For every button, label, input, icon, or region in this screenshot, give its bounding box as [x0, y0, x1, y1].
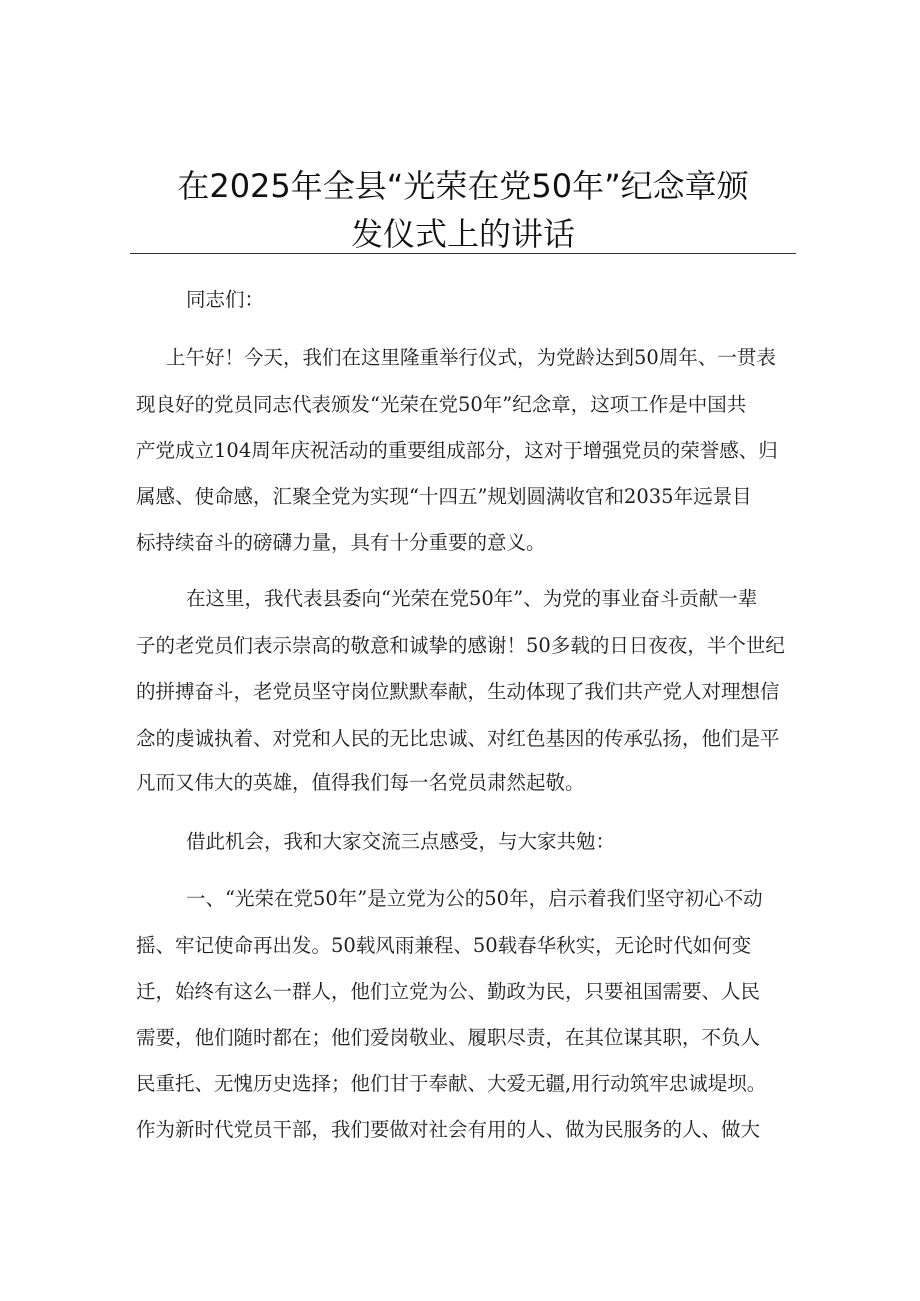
- paragraph-4-line-3: 迁，始终有这么一群人，他们立党为公、勤政为民，只要祖国需要、人民: [136, 980, 761, 1003]
- paragraph-2-line-2: 子的老党员们表示崇高的敬意和诚挚的感谢！50多载的日日夜夜，半个世纪: [136, 634, 785, 657]
- paragraph-4-line-2: 摇、牢记使命再出发。50载风雨兼程、50载春华秋实，无论时代如何变: [136, 934, 752, 957]
- document-title-line-2: 发仪式上的讲话: [350, 215, 575, 253]
- paragraph-3-line-1: 借此机会，我和大家交流三点感受，与大家共勉：: [186, 830, 616, 853]
- paragraph-1-line-5: 标持续奋斗的磅礴力量，具有十分重要的意义。: [136, 531, 546, 554]
- paragraph-1-line-4: 属感、使命感，汇聚全党为实现“十四五”规划圆满收官和2035年远景目: [136, 485, 752, 508]
- paragraph-4-line-6: 作为新时代党员干部，我们要做对社会有用的人、做为民服务的人、做大: [136, 1118, 761, 1141]
- paragraph-2-line-4: 念的虔诚执着、对党和人民的无比忠诚、对红色基因的传承弘扬，他们是平: [136, 727, 780, 750]
- document-title-line-1: 在2025年全县“光荣在党50年”纪念章颁: [177, 167, 749, 205]
- paragraph-4-line-4: 需要，他们随时都在；他们爱岗敬业、履职尽责，在其位谋其职，不负人: [136, 1026, 761, 1049]
- title-divider: [130, 253, 796, 254]
- paragraph-2-line-5: 凡而又伟大的英雄，值得我们每一名党员肃然起敬。: [136, 771, 585, 794]
- paragraph-2-line-3: 的拼搏奋斗，老党员坚守岗位默默奉献，生动体现了我们共产党人对理想信: [136, 680, 780, 703]
- paragraph-2-line-1: 在这里，我代表县委向“光荣在党50年”、为党的事业奋斗贡献一辈: [186, 587, 758, 610]
- paragraph-4-line-1: 一、“光荣在党50年”是立党为公的50年，启示着我们坚守初心不动: [186, 887, 763, 910]
- paragraph-1-line-1: 上午好！今天，我们在这里隆重举行仪式，为党龄达到50周年、一贯表: [166, 346, 776, 369]
- salutation: 同志们：: [186, 288, 265, 311]
- paragraph-1-line-2: 现良好的党员同志代表颁发“光荣在党50年”纪念章，这项工作是中国共: [136, 393, 747, 416]
- paragraph-4-line-5: 民重托、无愧历史选择；他们甘于奉献、大爱无疆,用行动筑牢忠诚堤坝。: [136, 1072, 767, 1095]
- paragraph-1-line-3: 产党成立104周年庆祝活动的重要组成部分，这对于增强党员的荣誉感、归: [136, 439, 778, 462]
